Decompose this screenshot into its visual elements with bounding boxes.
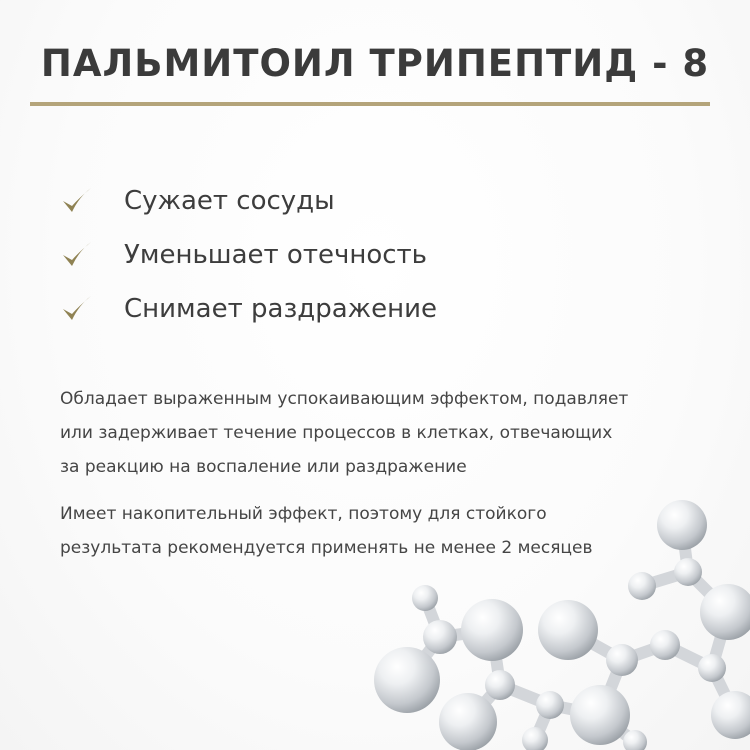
description-line: или задерживает течение процессов в клетках, отвечающих (60, 423, 613, 443)
benefit-label: Снимает раздражение (124, 294, 437, 324)
benefit-label: Сужает сосуды (124, 186, 335, 216)
checkmark-icon (60, 184, 94, 218)
description-line: за реакцию на воспаление или раздражение (60, 457, 467, 477)
description-paragraph (60, 382, 680, 484)
benefit-item (60, 174, 437, 228)
molecule-illustration (340, 480, 750, 750)
usage-line: Имеет накопительный эффект, поэтому для стойкого (60, 504, 547, 524)
checkmark-icon (60, 292, 94, 326)
benefit-item (60, 282, 437, 336)
usage-line: результата рекомендуется применять не менее 2 месяцев (60, 538, 593, 558)
benefits-list (60, 174, 437, 336)
checkmark-icon (60, 238, 94, 272)
description-line: Обладает выраженным успокаивающим эффектом, подавляет (60, 389, 629, 409)
benefit-item (60, 228, 437, 282)
title-divider (30, 102, 710, 106)
benefit-label: Уменьшает отечность (124, 240, 427, 270)
page-title: ПАЛЬМИТОИЛ ТРИПЕПТИД - 8 (40, 42, 710, 85)
